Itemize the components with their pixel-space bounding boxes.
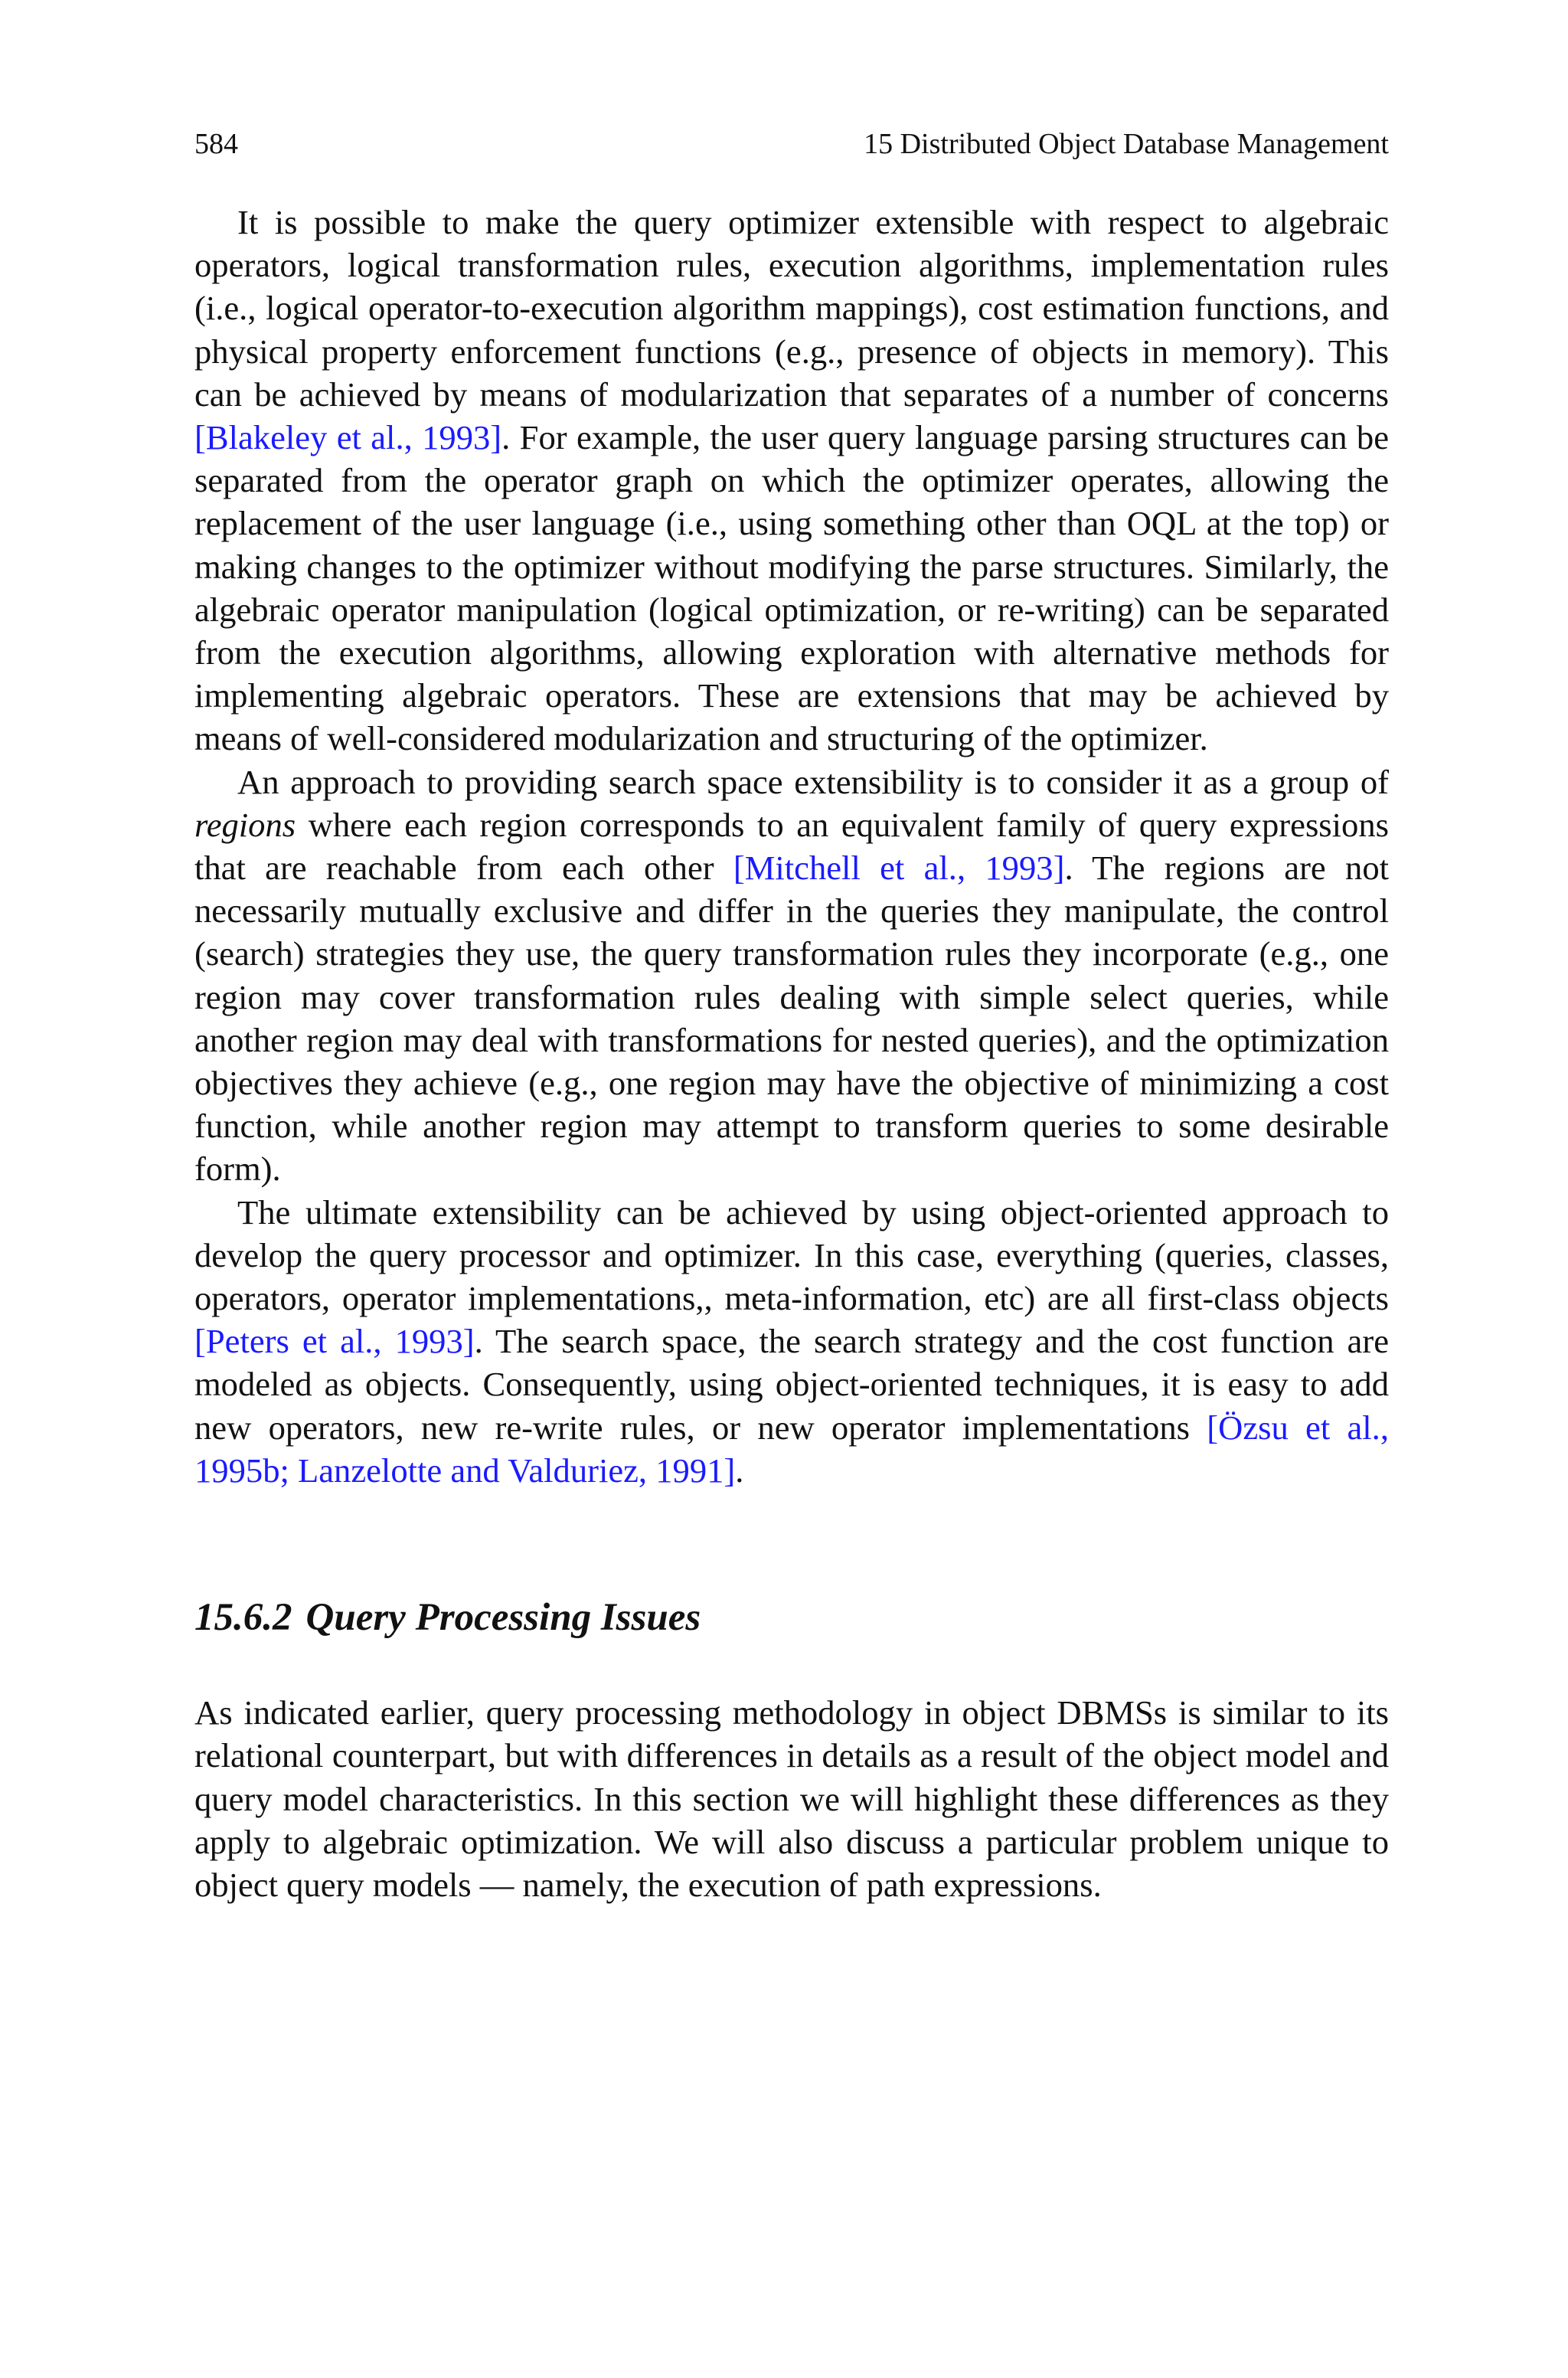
page-number: 584 [194,128,238,160]
citation-link[interactable]: [Peters et al., 1993] [194,1322,475,1361]
body-text [194,201,1389,1906]
running-header [194,126,1389,162]
section-heading [194,1594,1389,1641]
paragraph-query-processing-issues: As indicated earlier, query processing methodology in object DBMSs is similar to its relational counterpart, but with differences in details as a result of the object model and query model characteristics. In this section we will highlight these differences as they apply to algebraic optimization. We will also discuss a particular problem unique to object query models — namely, the execution of path expressions. [194,1693,1389,1904]
emphasis-regions: regions [194,805,296,844]
chapter-title: 15 Distributed Object Database Management [864,128,1389,160]
citation-link[interactable]: [Özsu et al., 1995b; Lanzelotte and Valduriez, 1991] [194,1408,1389,1490]
section-title: Query Processing Issues [305,1596,701,1640]
paragraph-object-oriented-extensibility: The ultimate extensibility can be achieved by using object-oriented approach to develop the query processor and optimizer. In this case, everything (queries, classes, operators, operator implementations,, meta-information, etc) are all first-class objects [Peters et al., 1993]. The search space, the search strategy and the cost function are modeled as objects. Consequently, using object-oriented techniques, it is easy to add new operators, new re-write rules, or new operator implementations [Özsu et al., 1995b; Lanzelotte and Valduriez, 1991]. [194,1192,1389,1490]
citation-link[interactable]: [Mitchell et al., 1993] [733,849,1065,888]
citation-link[interactable]: [Blakeley et al., 1993] [194,418,502,457]
section-number: 15.6.2 [194,1596,292,1640]
paragraph-search-space-regions: An approach to providing search space extensibility is to consider it as a group of regions where each region corresponds to an equivalent family of query expressions that are reachable from each other [Mitchell et al., 1993]. The regions are not necessarily mutually exclusive and differ in the queries they manipulate, the control (search) strategies they use, the query transformation rules they incorporate (e.g., one region may cover transformation rules dealing with simple select queries, while another region may deal with transformations for nested queries), and the optimization objectives they achieve (e.g., one region may have the objective of minimizing a cost function, while another region may attempt to transform queries to some desirable form). [194,762,1390,1189]
paragraph-optimizer-extensibility: It is possible to make the query optimizer extensible with respect to algebraic operators, logical transformation rules, execution algorithms, implementation rules (i.e., logical operator-to-execution algorithm mappings), cost estimation functions, and physical property enforcement functions (e.g., presence of objects in memory). This can be achieved by means of modularization that separates of a number of concerns [Blakeley et al., 1993]. For example, the user query language parsing structures can be separated from the operator graph on which the optimizer operates, allowing the replacement of the user language (i.e., using something other than OQL at the top) or making changes to the optimizer without modifying the parse structures. Similarly, the algebraic operator manipulation (logical optimization, or re-writing) can be separated from the execution algorithms, allowing exploration with alternative methods for implementing algebraic operators. These are extensions that may be achieved by means of well-considered modularization and structuring of the optimizer. [194,203,1389,758]
